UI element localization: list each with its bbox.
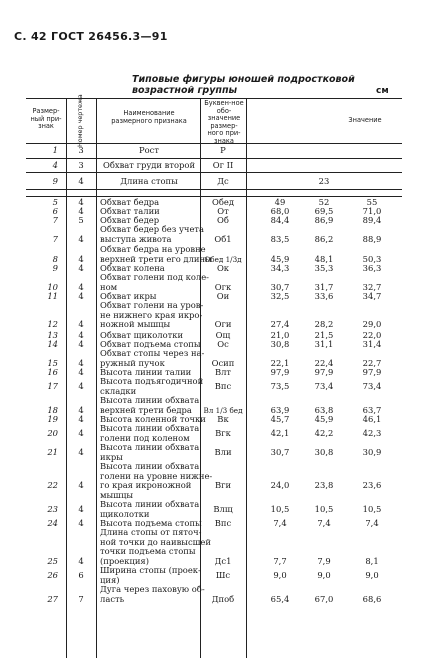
feature-name-line: Обхват бедер без учета <box>100 224 205 234</box>
feature-name-line: ция) <box>100 574 120 585</box>
drawing-number: 4 <box>78 253 84 264</box>
value-large: 32,7 <box>362 281 382 292</box>
feature-symbol: Впс <box>214 518 232 528</box>
feature-name-line: Высота линии талии <box>100 367 192 377</box>
feature-number: 7 <box>52 215 58 225</box>
value-large: 55 <box>366 197 378 207</box>
feature-number: 4 <box>52 160 58 170</box>
value-medium: 33,6 <box>314 291 334 301</box>
drawing-number: 4 <box>78 233 84 244</box>
feature-name: Обхват груди второй <box>102 160 196 170</box>
value-large: 9,0 <box>365 569 379 580</box>
value-medium: 63,8 <box>314 404 334 415</box>
drawing-number: 4 <box>78 357 84 368</box>
feature-name-line: Обхват голени под коле- <box>100 272 209 282</box>
feature-number: 1 <box>52 145 58 155</box>
feature-number: 9 <box>52 176 58 186</box>
feature-name-line: Обхват бедра на уровне <box>100 244 206 254</box>
value-medium: 86,9 <box>314 215 334 225</box>
value-large: 50,3 <box>362 253 382 264</box>
value-large: 89,4 <box>362 215 382 225</box>
feature-number: 5 <box>52 197 58 207</box>
feature-symbol: Оги <box>214 319 232 330</box>
value-medium: 45,9 <box>314 414 334 424</box>
value-small: 34,3 <box>270 263 290 273</box>
drawing-number: 4 <box>78 480 84 491</box>
feature-name-line: Дуга через паховую об- <box>100 584 205 594</box>
feature-name-line: Ширина стопы (проек- <box>100 565 201 575</box>
feature-name-line: ласть <box>100 593 125 604</box>
value-medium: 69,5 <box>314 206 334 216</box>
drawing-number: 4 <box>78 206 84 216</box>
feature-number: 8 <box>52 253 58 264</box>
value-medium: 23,8 <box>314 480 334 491</box>
drawing-number: 4 <box>78 518 84 528</box>
value-medium: 7,9 <box>317 555 331 566</box>
drawing-number: 4 <box>78 291 84 301</box>
value-large: 23,6 <box>362 480 382 491</box>
value-medium: 52 <box>318 197 330 207</box>
feature-number: 27 <box>47 593 58 604</box>
value-small: 30,7 <box>270 446 290 457</box>
drawing-number: 4 <box>78 414 84 424</box>
feature-name-line: ной точки до наивысшей <box>100 536 211 547</box>
feature-symbol: Ог II <box>212 160 234 170</box>
value-medium: 35,3 <box>314 263 334 273</box>
feature-symbol: Дс <box>217 176 229 186</box>
feature-symbol: Об1 <box>214 233 232 244</box>
feature-number: 15 <box>47 357 58 368</box>
feature-number: 26 <box>47 569 58 580</box>
feature-name-line: Высота подъема стопы <box>100 518 202 528</box>
col-divider <box>246 98 247 658</box>
feature-number: 23 <box>47 503 58 514</box>
feature-name-line: Высота подъягодичной <box>100 376 204 386</box>
feature-number: 16 <box>47 367 58 377</box>
drawing-number: 4 <box>78 176 84 186</box>
value-small: 49 <box>274 197 286 207</box>
feature-symbol: Ос <box>217 339 229 349</box>
value-small: 22,1 <box>270 357 290 368</box>
feature-name-line: выступа живота <box>100 233 172 244</box>
feature-symbol: Ок <box>216 263 230 273</box>
feature-symbol: Влщ <box>213 503 233 514</box>
value-medium: 23 <box>318 176 330 186</box>
col-header-feature-no: Размер-ный при-знак <box>30 107 62 131</box>
feature-name-line: не нижнего края икро- <box>100 309 203 320</box>
feature-name-line: ном <box>100 281 118 292</box>
feature-name-line: Длина стопы от пяточ- <box>100 527 202 537</box>
feature-symbol: Обед 1/3д <box>204 254 242 264</box>
drawing-number: 4 <box>78 263 84 273</box>
value-large: 88,9 <box>362 233 382 244</box>
feature-name-line: Высота линии обхвата <box>100 461 200 471</box>
drawing-number: 4 <box>78 555 84 566</box>
value-small: 68,0 <box>270 206 290 216</box>
value-medium: 7,4 <box>317 518 331 528</box>
drawing-number: 7 <box>78 593 84 604</box>
value-small: 24,0 <box>270 480 290 491</box>
feature-symbol: Осип <box>211 357 235 368</box>
feature-name-line: (проекция) <box>100 555 149 566</box>
feature-name: Длина стопы <box>120 176 178 186</box>
drawing-number: 4 <box>78 197 84 207</box>
value-small: 27,4 <box>270 319 290 330</box>
feature-symbol: Вли <box>214 446 232 457</box>
value-large: 10,5 <box>362 503 382 514</box>
feature-number: 12 <box>47 319 58 330</box>
value-large: 29,0 <box>362 319 382 330</box>
value-large: 63,7 <box>362 404 382 415</box>
feature-name-line: верхней трети его длины <box>100 253 212 264</box>
feature-number: 22 <box>47 480 58 491</box>
value-small: 30,7 <box>270 281 290 292</box>
value-small: 84,4 <box>270 215 290 225</box>
drawing-number: 4 <box>78 404 84 415</box>
value-small: 73,5 <box>270 380 290 391</box>
feature-symbol: Шс <box>215 569 231 580</box>
value-large: 46,1 <box>362 414 382 424</box>
feature-symbol: Вги <box>214 480 232 491</box>
value-large: 22,0 <box>362 330 382 340</box>
feature-name-line: верхней трети бедра <box>100 404 192 415</box>
feature-number: 24 <box>47 518 58 528</box>
value-medium: 67,0 <box>314 593 334 604</box>
feature-symbol: Р <box>220 145 226 155</box>
feature-name-line: го края икроножной <box>100 480 192 491</box>
feature-number: 17 <box>47 380 58 391</box>
feature-name-line: Обхват щиколотки <box>100 330 184 340</box>
feature-name-line: ружный пучок <box>100 357 165 368</box>
feature-name-line: точки подъема стопы <box>100 546 196 557</box>
feature-number: 13 <box>47 330 58 340</box>
drawing-number: 4 <box>78 503 84 514</box>
feature-name-line: Обхват колена <box>100 263 165 273</box>
drawing-number: 4 <box>78 367 84 377</box>
col-header-symbol: Буквен-ное обо-значение размер-ного при-знака <box>204 99 244 145</box>
feature-symbol: Об <box>217 215 229 225</box>
table-title: Типовые фигуры юношей подростковой возрастной группы <box>132 74 355 96</box>
drawing-number: 3 <box>78 145 84 155</box>
value-small: 10,5 <box>270 503 290 514</box>
value-medium: 22,4 <box>314 357 334 368</box>
feature-number: 10 <box>47 281 58 292</box>
value-small: 21,0 <box>270 330 290 340</box>
rule-row <box>26 158 402 159</box>
value-small: 97,9 <box>270 367 290 377</box>
value-small: 9,0 <box>273 569 287 580</box>
value-medium: 42,2 <box>314 427 334 438</box>
rule-row <box>26 172 402 173</box>
feature-symbol: Ои <box>216 291 230 301</box>
feature-name-line: икры <box>100 451 123 462</box>
feature-symbol: Дпоб <box>211 593 235 604</box>
feature-symbol: Обед <box>211 197 235 207</box>
feature-name-line: Высота линии обхвата <box>100 499 200 509</box>
col-divider <box>96 98 97 658</box>
value-large: 30,9 <box>362 446 382 457</box>
page-header: С. 42 ГОСТ 26456.3—91 <box>14 30 168 43</box>
value-small: 63,9 <box>270 404 290 415</box>
feature-name-line: мышцы <box>100 489 134 500</box>
col-header-drawing-no: Номер чертежа <box>76 94 84 147</box>
drawing-number: 4 <box>78 446 84 457</box>
unit-label: см <box>376 86 389 96</box>
feature-name-line: Высота линии обхвата <box>100 442 200 452</box>
value-large: 34,7 <box>362 291 382 301</box>
feature-name-line: Высота коленной точки <box>100 414 206 424</box>
feature-name-line: Высота линии обхвата <box>100 395 200 405</box>
feature-name-line: складки <box>100 385 137 396</box>
value-large: 8,1 <box>365 555 379 566</box>
feature-symbol: Впс <box>214 380 232 391</box>
value-large: 31,4 <box>362 339 382 349</box>
col-divider <box>66 98 67 658</box>
value-medium: 30,8 <box>314 446 334 457</box>
feature-name-line: Обхват стопы через на- <box>100 348 205 358</box>
feature-symbol: Вк <box>217 414 229 424</box>
feature-number: 14 <box>47 339 58 349</box>
feature-symbol: Влт <box>214 367 232 377</box>
rule-row <box>26 189 402 190</box>
value-large: 71,0 <box>362 206 382 216</box>
feature-name-line: Обхват талии <box>100 206 160 216</box>
feature-name-line: Обхват голени на уров- <box>100 300 204 310</box>
drawing-number: 3 <box>78 160 84 170</box>
value-large: 68,6 <box>362 593 382 604</box>
value-large: 42,3 <box>362 427 382 438</box>
value-small: 42,1 <box>270 427 290 438</box>
feature-symbol: Вл 1/3 бед <box>203 405 243 415</box>
feature-name-line: Обхват подъема стопы <box>100 339 201 349</box>
value-small: 7,4 <box>273 518 287 528</box>
value-medium: 31,7 <box>314 281 334 292</box>
feature-name-line: Обхват бедер <box>100 215 160 225</box>
value-medium: 86,2 <box>314 233 334 244</box>
feature-symbol: Ощ <box>215 330 231 340</box>
feature-number: 21 <box>47 446 58 457</box>
col-header-value: Значение <box>348 116 382 124</box>
value-medium: 21,5 <box>314 330 334 340</box>
value-small: 83,5 <box>270 233 290 244</box>
drawing-number: 6 <box>78 569 84 580</box>
value-medium: 31,1 <box>314 339 334 349</box>
value-large: 73,4 <box>362 380 382 391</box>
feature-symbol: Дс1 <box>214 555 232 566</box>
feature-name-line: Обхват икры <box>100 291 157 301</box>
value-small: 65,4 <box>270 593 290 604</box>
feature-number: 18 <box>47 404 58 415</box>
feature-name-line: щиколотки <box>100 508 150 519</box>
value-medium: 28,2 <box>314 319 334 330</box>
value-small: 45,7 <box>270 414 290 424</box>
feature-number: 25 <box>47 555 58 566</box>
feature-name-line: Обхват бедра <box>100 197 160 207</box>
value-small: 32,5 <box>270 291 290 301</box>
feature-symbol: Вгк <box>215 427 231 438</box>
feature-symbol: От <box>217 206 229 216</box>
value-medium: 73,4 <box>314 380 334 391</box>
value-medium: 48,1 <box>314 253 334 264</box>
drawing-number: 5 <box>78 215 84 225</box>
value-large: 97,9 <box>362 367 382 377</box>
drawing-number: 4 <box>78 281 84 292</box>
drawing-number: 4 <box>78 339 84 349</box>
feature-number: 7 <box>52 233 58 244</box>
col-header-name: Наименование размерного признака <box>111 109 187 125</box>
feature-name-line: голени под коленом <box>100 432 190 443</box>
value-large: 36,3 <box>362 263 382 273</box>
feature-number: 20 <box>47 427 58 438</box>
feature-name: Рост <box>138 145 159 155</box>
value-medium: 97,9 <box>314 367 334 377</box>
feature-name-line: ножной мышцы <box>100 319 171 330</box>
drawing-number: 4 <box>78 380 84 391</box>
feature-name-line: Высота линии обхвата <box>100 423 200 433</box>
value-medium: 10,5 <box>314 503 334 514</box>
value-small: 45,9 <box>270 253 290 264</box>
feature-name-line: голени на уровне нижне- <box>100 470 213 481</box>
value-small: 30,8 <box>270 339 290 349</box>
value-large: 22,7 <box>362 357 382 368</box>
feature-number: 6 <box>52 206 58 216</box>
feature-number: 19 <box>47 414 58 424</box>
feature-number: 9 <box>52 263 58 273</box>
value-small: 7,7 <box>273 555 287 566</box>
value-large: 7,4 <box>365 518 379 528</box>
feature-symbol: Огк <box>214 281 232 292</box>
value-medium: 9,0 <box>317 569 331 580</box>
drawing-number: 4 <box>78 427 84 438</box>
drawing-number: 4 <box>78 319 84 330</box>
feature-number: 11 <box>47 291 58 301</box>
drawing-number: 4 <box>78 330 84 340</box>
